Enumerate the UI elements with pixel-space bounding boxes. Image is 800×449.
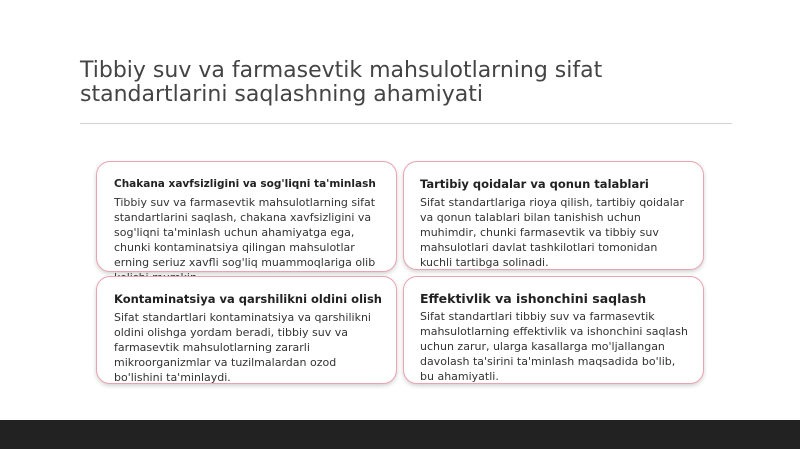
card-body: Sifat standartlari kontaminatsiya va qarshilikni oldini olishga yordam beradi, tibbiy suv va farmasevtik mahsulotlarning zararli mikroorganizmlar va tuzilmalardan ozod bo'lishini ta'minlaydi.: [114, 311, 371, 384]
footer-bar: [0, 420, 800, 449]
slide-title: Tibbiy suv va farmasevtik mahsulotlarning sifat standartlarini saqlashning ahamiyati: [80, 58, 603, 107]
card-heading: Chakana xavfsizligini va sog'liqni ta'minlash: [114, 178, 376, 190]
card-safety-health: [96, 161, 397, 272]
title-divider: [80, 123, 732, 124]
card-regulations: [403, 161, 704, 270]
card-heading: Effektivlik va ishonchini saqlash: [420, 291, 647, 306]
card-body: Sifat standartlari tibbiy suv va farmasevtik mahsulotlarning effektivlik va ishonchini saqlash uchun zarur, ularga kasallarga mo'ljallangan davolash ta'sirini ta'minlash maqsadida bo'lib, bu ahamiyatli.: [420, 310, 688, 383]
card-contamination: [96, 276, 397, 384]
card-body: Tibbiy suv va farmasevtik mahsulotlarning sifat standartlarini saqlash, chakana xavfsizligini va sog'liqni ta'minlash uchun ahamiyatga ega, chunki kontaminatsiya qilingan mahsulotlar erning seriuz xavfli sog'liq muammoqlariga olib: [114, 196, 376, 269]
card-heading: Tartibiy qoidalar va qonun talablari: [420, 177, 649, 191]
card-heading: Kontaminatsiya va qarshilikni oldini olish: [114, 292, 382, 306]
card-effectiveness: [403, 276, 704, 384]
card-body: Sifat standartlariga rioya qilish, tartibiy qoidalar va qonun talablari bilan tanishish uchun muhimdir, chunki farmasevtik va tibbiy suv mahsulotlari davlat tashkilotlari tomonidan kuchli tartibga solinadi.: [420, 196, 685, 269]
